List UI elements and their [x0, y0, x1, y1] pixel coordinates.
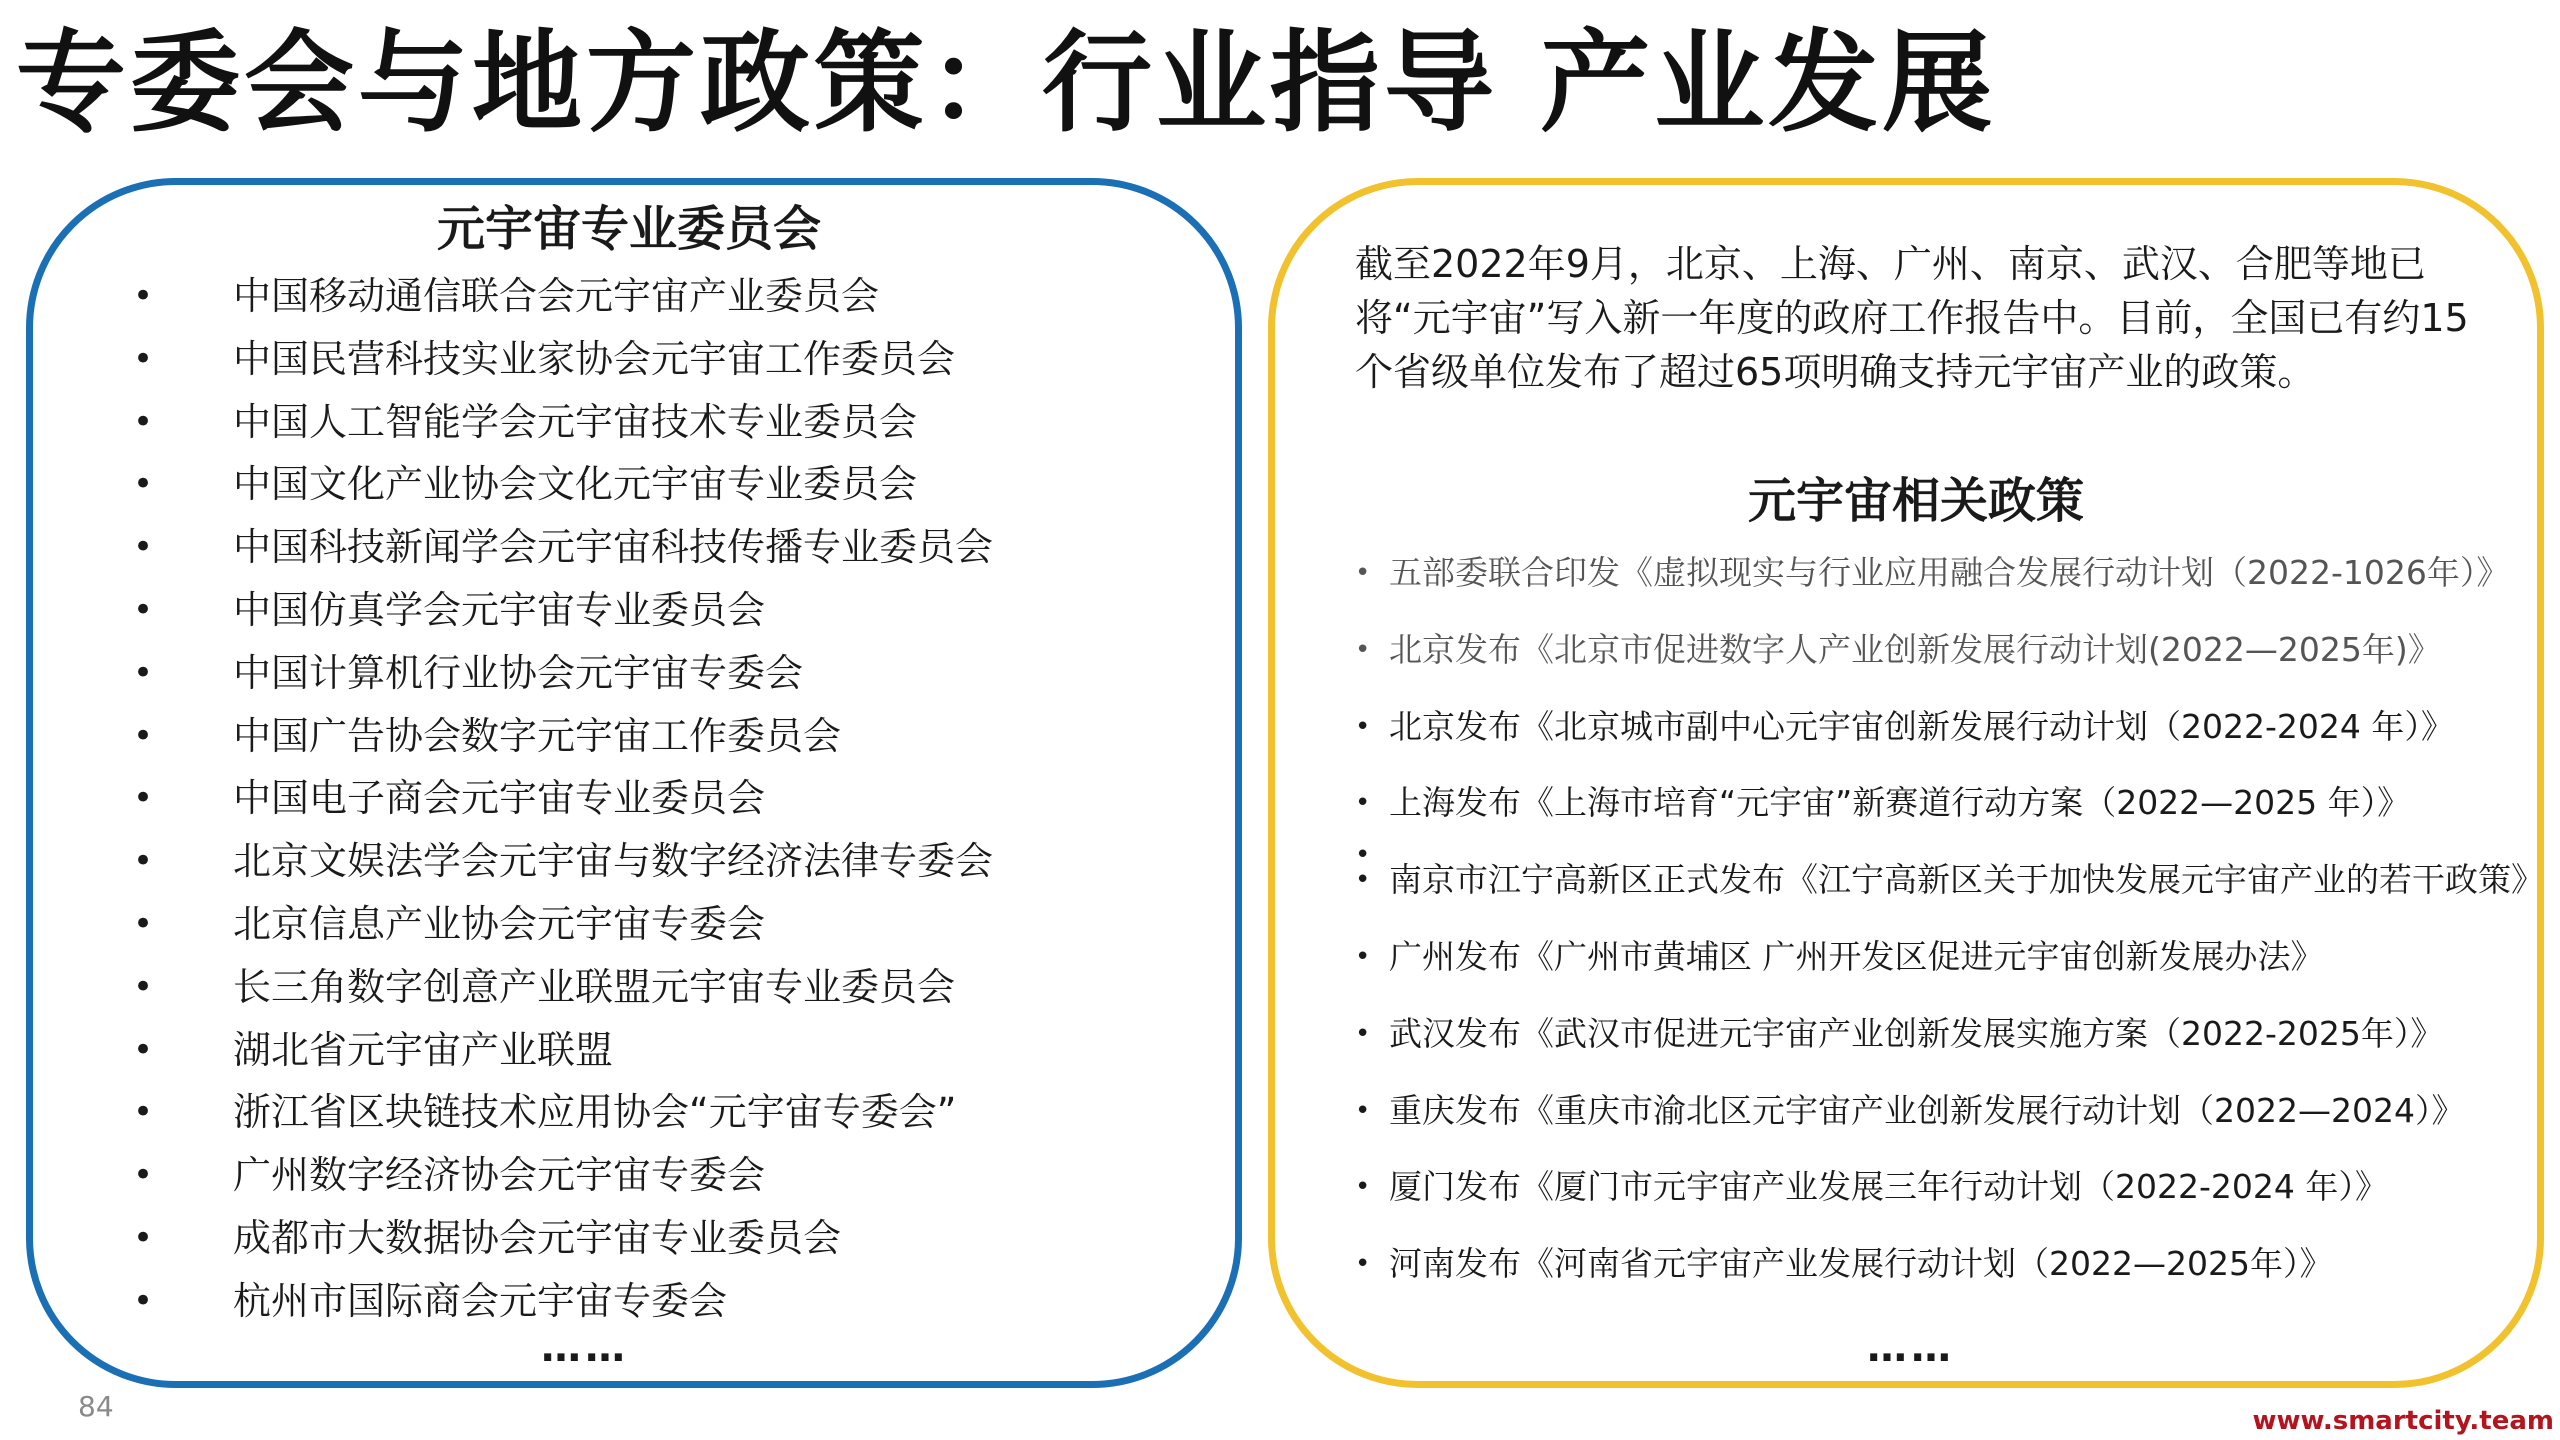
committee-name: 北京信息产业协会元宇宙专委会	[233, 901, 766, 946]
bullet-icon: •	[133, 652, 154, 693]
bullet-icon: •	[133, 1092, 154, 1133]
policy-name: 广州发布《广州市黄埔区 广州开发区促进元宇宙创新发展办法》	[1389, 936, 2324, 976]
committee-name: 湖北省元宇宙产业联盟	[233, 1027, 614, 1072]
list-item	[133, 830, 993, 893]
list-item	[1355, 927, 2544, 1004]
policy-ellipsis: ……	[1867, 1325, 1955, 1371]
list-item	[133, 1144, 993, 1207]
bullet-icon: •	[133, 1280, 154, 1321]
policy-name: 厦门发布《厦门市元宇宙产业发展三年行动计划（2022-2024 年）》	[1389, 1167, 2388, 1207]
committee-name: 中国移动通信联合会元宇宙产业委员会	[233, 274, 880, 318]
bullet-icon: •	[133, 966, 154, 1007]
list-item	[1355, 773, 2544, 850]
bullet-icon: •	[133, 589, 154, 630]
committee-panel	[26, 178, 1242, 1388]
bullet-icon: •	[133, 1217, 154, 1258]
committee-name: 中国民营科技实业家协会元宇宙工作委员会	[233, 336, 956, 381]
bullet-icon: •	[133, 903, 154, 944]
bullet-icon: •	[1355, 1018, 1371, 1049]
policy-name: 重庆发布《重庆市渝北区元宇宙产业创新发展行动计划（2022—2024）》	[1389, 1090, 2465, 1130]
committee-name: 中国仿真学会元宇宙专业委员会	[233, 587, 766, 632]
policy-name: 上海发布《上海市培育“元宇宙”新赛道行动方案（2022—2025 年）》	[1389, 783, 2411, 823]
list-item	[1355, 620, 2544, 697]
bullet-icon: •	[133, 1029, 154, 1070]
committee-name: 浙江省区块链技术应用协会“元宇宙专委会”	[233, 1090, 957, 1135]
bullet-icon: •	[133, 841, 154, 882]
policy-name: 五部委联合印发《虚拟现实与行业应用融合发展行动计划（2022-1026年）》	[1389, 553, 2510, 592]
list-item	[1355, 1004, 2544, 1081]
list-item	[133, 705, 993, 768]
list-item	[1355, 697, 2544, 774]
watermark: www.smartcity.team	[2252, 1406, 2554, 1436]
committee-name: 中国广告协会数字元宇宙工作委员会	[233, 713, 842, 758]
bullet-icon: •	[1355, 865, 1371, 896]
committee-name: 成都市大数据协会元宇宙专业委员会	[233, 1215, 842, 1260]
list-item	[1355, 1081, 2544, 1158]
committee-name: 中国科技新闻学会元宇宙科技传播专业委员会	[233, 525, 994, 570]
committee-name: 中国文化产业协会文化元宇宙专业委员会	[233, 462, 918, 507]
bullet-icon: •	[1355, 941, 1371, 972]
bullet-icon: •	[1355, 1249, 1371, 1280]
committee-name: 长三角数字创意产业联盟元宇宙专业委员会	[233, 964, 956, 1009]
list-item	[133, 642, 993, 705]
policy-name: 武汉发布《武汉市促进元宇宙产业创新发展实施方案（2022-2025年）》	[1389, 1013, 2444, 1053]
bullet-icon: •	[1355, 788, 1371, 819]
committee-name: 广州数字经济协会元宇宙专委会	[233, 1153, 766, 1198]
committee-name: 北京文娱法学会元宇宙与数字经济法律专委会	[233, 839, 994, 884]
list-item	[133, 391, 993, 454]
stray-bullet-icon: •	[1355, 840, 1371, 870]
committee-name: 中国人工智能学会元宇宙技术专业委员会	[233, 399, 918, 444]
bullet-icon: •	[133, 1155, 154, 1196]
policy-heading: 元宇宙相关政策	[1747, 473, 2084, 529]
bullet-icon: •	[133, 778, 154, 819]
policy-list	[1355, 543, 2544, 1311]
list-item	[133, 956, 993, 1019]
bullet-icon: •	[133, 338, 154, 379]
committee-list	[133, 265, 993, 1333]
list-item	[133, 1081, 993, 1144]
bullet-icon: •	[1355, 1095, 1371, 1126]
list-item	[1355, 1157, 2544, 1234]
list-item	[133, 1019, 993, 1082]
committee-name: 中国电子商会元宇宙专业委员会	[233, 776, 766, 821]
list-item	[133, 579, 993, 642]
policy-panel	[1268, 178, 2544, 1388]
list-item	[133, 1207, 993, 1270]
page-number: 84	[78, 1390, 114, 1423]
committee-ellipsis: ……	[541, 1325, 629, 1371]
bullet-icon: •	[133, 715, 154, 756]
bullet-icon: •	[1355, 558, 1371, 588]
list-item	[133, 453, 993, 516]
list-item	[133, 328, 993, 391]
list-item	[1355, 543, 2544, 620]
policy-name: 河南发布《河南省元宇宙产业发展行动计划（2022—2025年）》	[1389, 1244, 2333, 1284]
list-item	[133, 767, 993, 830]
list-item	[133, 265, 993, 328]
policy-name: 北京发布《北京市促进数字人产业创新发展行动计划(2022—2025年)》	[1389, 629, 2441, 669]
policy-name: 南京市江宁高新区正式发布《江宁高新区关于加快发展元宇宙产业的若干政策》	[1389, 860, 2544, 900]
policy-intro: 截至2022年9月，北京、上海、广州、南京、武汉、合肥等地已将“元宇宙”写入新一年度的政府工作报告中。目前，全国已有约15个省级单位发布了超过65项明确支持元宇宙产业的政策。	[1355, 242, 2469, 394]
slide-title: 专委会与地方政策：行业指导 产业发展	[16, 19, 1997, 147]
list-item	[1355, 1234, 2544, 1311]
bullet-icon: •	[133, 401, 154, 442]
bullet-icon: •	[1355, 634, 1371, 665]
list-item	[133, 893, 993, 956]
bullet-icon: •	[1355, 1172, 1371, 1203]
bullet-icon: •	[133, 527, 154, 568]
committee-name: 中国计算机行业协会元宇宙专委会	[233, 650, 804, 695]
bullet-icon: •	[1355, 711, 1371, 742]
list-item	[133, 1270, 993, 1333]
policy-name: 北京发布《北京城市副中心元宇宙创新发展行动计划（2022-2024 年）》	[1389, 706, 2454, 746]
list-item	[1355, 850, 2544, 927]
bullet-icon: •	[133, 276, 154, 316]
committee-name: 杭州市国际商会元宇宙专委会	[233, 1278, 728, 1323]
bullet-icon: •	[133, 464, 154, 505]
list-item	[133, 516, 993, 579]
committee-heading: 元宇宙专业委员会	[436, 201, 821, 257]
